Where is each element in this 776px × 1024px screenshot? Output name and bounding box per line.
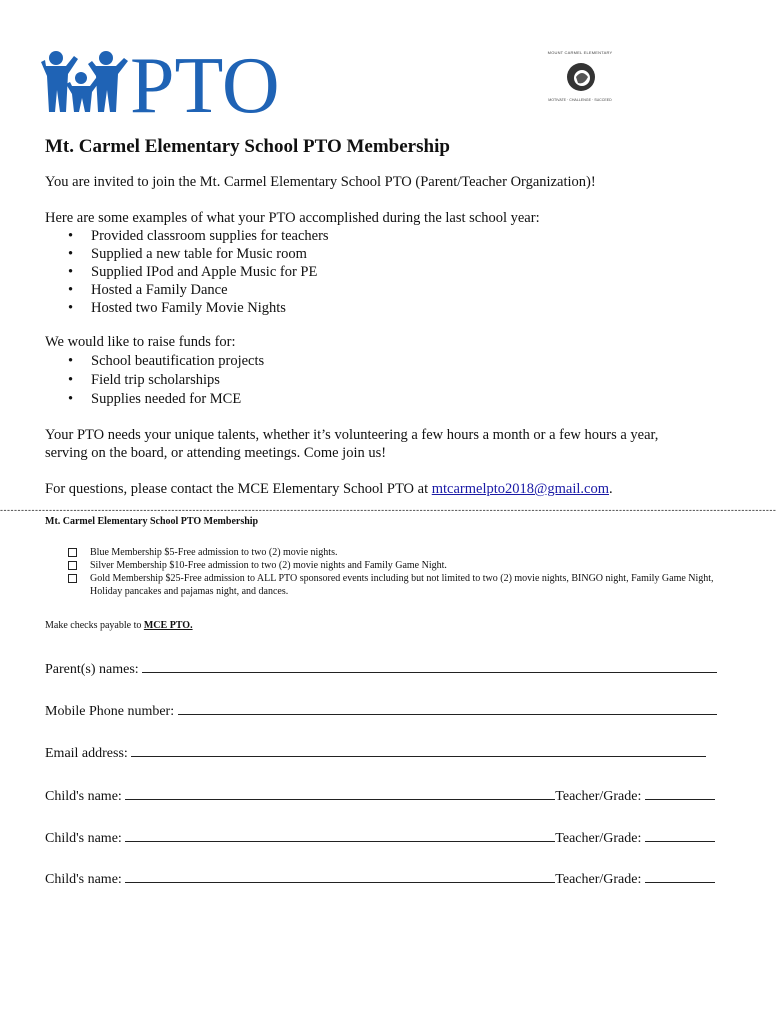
email-field[interactable]: Email address: <box>45 743 706 761</box>
list-item: • Hosted two Family Movie Nights <box>68 300 286 316</box>
parents-input[interactable] <box>142 659 717 673</box>
child-name-input[interactable] <box>125 869 555 883</box>
list-item: • Supplied a new table for Music room <box>68 246 307 262</box>
checkbox[interactable] <box>68 574 77 583</box>
email-input[interactable] <box>131 743 706 757</box>
membership-options <box>68 546 728 598</box>
child-field-2[interactable]: Child's name: Teacher/Grade: <box>45 828 715 846</box>
list-item: • Provided classroom supplies for teachers <box>68 228 329 244</box>
contact-prefix: For questions, please contact the MCE Elementary School PTO at <box>45 481 429 497</box>
phone-field[interactable]: Mobile Phone number: <box>45 701 717 719</box>
raise-list <box>45 352 264 409</box>
membership-option-silver[interactable]: Silver Membership $10-Free admission to two (2) movie nights and Family Game Night. <box>68 559 728 572</box>
membership-option-blue[interactable]: Blue Membership $5-Free admission to two (2) movie nights. <box>68 546 728 559</box>
talents-line-1: Your PTO needs your unique talents, whether it’s volunteering a few hours a month or a few hours a year, <box>45 427 659 443</box>
checkbox[interactable] <box>68 561 77 570</box>
accomplished-heading: Here are some examples of what your PTO accomplished during the last school year: <box>45 210 540 226</box>
lion-icon <box>566 57 596 97</box>
talents-line-2: serving on the board, or attending meetings. Come join us! <box>45 445 387 461</box>
invite-text: You are invited to join the Mt. Carmel Elementary School PTO (Parent/Teacher Organization)! <box>45 174 596 190</box>
school-seal <box>540 50 620 106</box>
phone-input[interactable] <box>178 701 717 715</box>
logo-text: PTO <box>130 42 280 130</box>
child-field-1[interactable]: Child's name: Teacher/Grade: <box>45 786 715 804</box>
checks-payee: MCE PTO. <box>143 620 193 631</box>
checks-payable-note: Make checks payable to MCE PTO. <box>45 620 193 631</box>
child-name-input[interactable] <box>125 828 555 842</box>
membership-option-gold[interactable]: Gold Membership $25-Free admission to ALL PTO sponsored events including but not limited to two (2) movie nights, BINGO night, Family Game Night, Holiday pancakes and pajamas night, and dances. <box>68 572 728 598</box>
list-item: • Hosted a Family Dance <box>68 282 228 298</box>
contact-email-link[interactable]: mtcarmelpto2018@gmail.com <box>431 481 609 497</box>
pto-logo <box>44 42 304 130</box>
list-item: • Supplies needed for MCE <box>68 391 242 407</box>
contact-suffix: . <box>608 481 613 497</box>
seal-motto: MOTIVATE · CHALLENGE · SUCCEED <box>548 98 612 102</box>
teacher-grade-input[interactable] <box>645 869 715 883</box>
raise-heading: We would like to raise funds for: <box>45 334 236 350</box>
child-name-input[interactable] <box>125 786 555 800</box>
seal-top-text: MOUNT CARMEL ELEMENTARY <box>547 50 613 55</box>
parents-field[interactable]: Parent(s) names: <box>45 659 717 677</box>
form-title: Mt. Carmel Elementary School PTO Membership <box>45 516 259 527</box>
teacher-grade-input[interactable] <box>645 786 715 800</box>
checkbox[interactable] <box>68 548 77 557</box>
list-item: • School beautification projects <box>68 353 265 369</box>
page-title: Mt. Carmel Elementary School PTO Membership <box>45 136 450 157</box>
list-item: • Field trip scholarships <box>68 372 220 388</box>
contact-line <box>45 480 613 498</box>
cut-line-divider: ------------------------------------------------------------------------------------------------------------------------------------------------------------------------------------------------------------------------------ <box>0 505 776 515</box>
family-icon <box>44 42 304 130</box>
child-field-3[interactable]: Child's name: Teacher/Grade: <box>45 869 715 887</box>
accomplished-list <box>45 227 329 317</box>
teacher-grade-input[interactable] <box>645 828 715 842</box>
list-item: • Supplied IPod and Apple Music for PE <box>68 264 318 280</box>
